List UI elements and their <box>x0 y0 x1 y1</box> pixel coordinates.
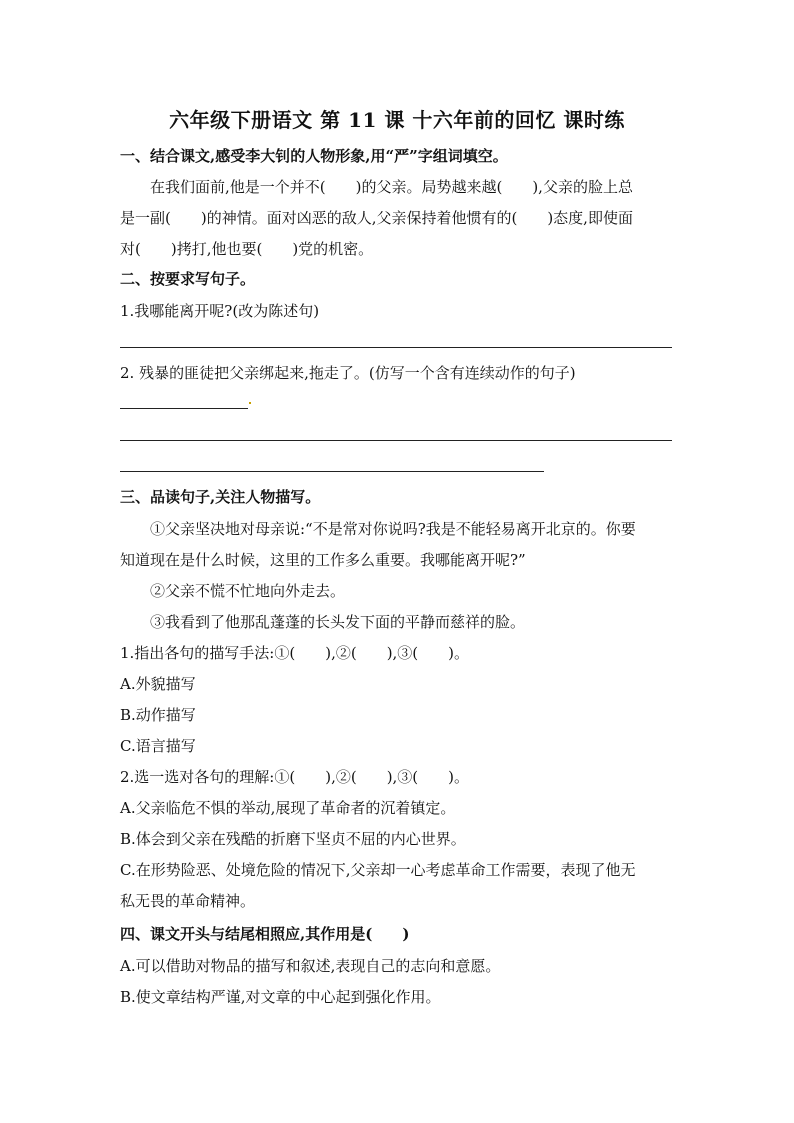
section1-line-2: 是一副( )的神情。面对凶恶的敌人,父亲保持着他惯有的( )态度,即使面 <box>120 209 633 227</box>
section1-line-1: 在我们面前,他是一个并不( )的父亲。局势越来越( ),父亲的脸上总 <box>150 178 633 196</box>
q1-option-c: C.语言描写 <box>120 737 196 755</box>
section4-heading: 四、课文开头与结尾相照应,其作用是( ) <box>120 925 410 943</box>
q2-option-a: A.父亲临危不惧的举动,展现了革命者的沉着镇定。 <box>120 799 456 817</box>
page-title: 六年级下册语文 第 11 课 十六年前的回忆 课时练 <box>169 108 625 132</box>
q1-option-a: A.外貌描写 <box>120 675 196 693</box>
stray-mark <box>249 402 251 404</box>
sentence-1-line-1: ①父亲坚决地对母亲说:“不是常对你说吗?我是不能轻易离开北京的。你要 <box>150 520 636 538</box>
section3-heading: 三、品读句子,关注人物描写。 <box>120 488 321 506</box>
q2-option-b: B.体会到父亲在残酷的折磨下坚贞不屈的内心世界。 <box>120 830 466 848</box>
answer-line <box>120 440 672 441</box>
answer-line <box>120 471 544 472</box>
answer-line <box>120 408 248 409</box>
section3-question-1: 1.指出各句的描写手法:①( ),②( ),③( )。 <box>120 644 470 662</box>
section4-option-b: B.使文章结构严谨,对文章的中心起到强化作用。 <box>120 988 441 1006</box>
section2-question-1: 1.我哪能离开呢?(改为陈述句) <box>120 302 320 320</box>
q2-option-c-line-2: 私无畏的革命精神。 <box>120 892 256 910</box>
section2-heading: 二、按要求写句子。 <box>120 270 256 288</box>
section3-question-2: 2.选一选对各句的理解:①( ),②( ),③( )。 <box>120 768 470 786</box>
answer-line <box>120 347 672 348</box>
sentence-1-line-2: 知道现在是什么时候，这里的工作多么重要。我哪能离开呢?” <box>120 551 526 569</box>
section2-question-2: 2. 残暴的匪徒把父亲绑起来,拖走了。(仿写一个含有连续动作的句子) <box>120 364 576 382</box>
section1-line-3: 对( )拷打,他也要( )党的机密。 <box>120 240 374 258</box>
section4-option-a: A.可以借助对物品的描写和叙述,表现自己的志向和意愿。 <box>120 957 501 975</box>
sentence-2: ②父亲不慌不忙地向外走去。 <box>150 582 346 600</box>
q2-option-c-line-1: C.在形势险恶、处境危险的情况下,父亲却一心考虑革命工作需要，表现了他无 <box>120 861 636 879</box>
sentence-3: ③我看到了他那乱蓬蓬的长头发下面的平静而慈祥的脸。 <box>150 613 526 631</box>
q1-option-b: B.动作描写 <box>120 706 196 724</box>
section1-heading: 一、结合课文,感受李大钊的人物形象,用“严”字组词填空。 <box>120 147 508 165</box>
